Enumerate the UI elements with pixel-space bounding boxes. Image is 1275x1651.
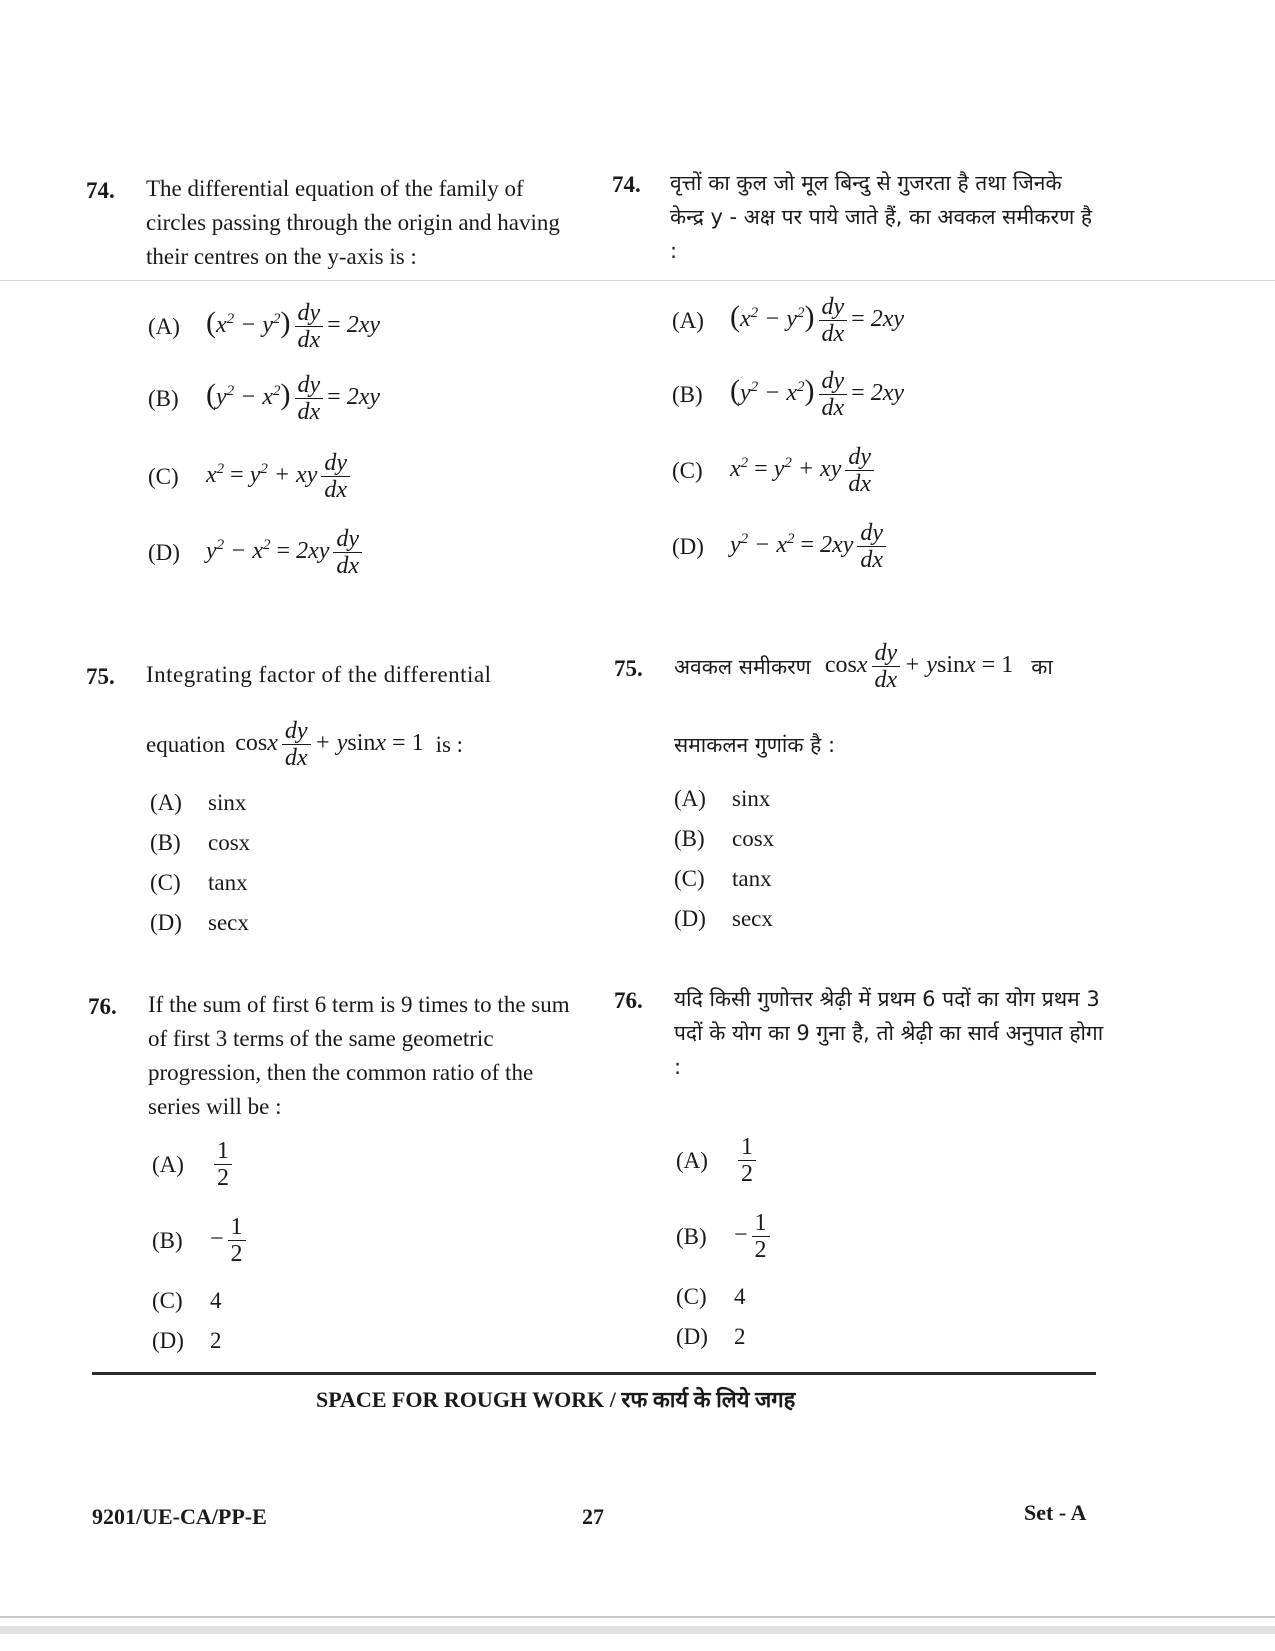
option-math: $(x^2 - y^2)$ $\frac{dy}{dx}$ = 2xy (730, 294, 905, 347)
q74-option-a-en (148, 300, 380, 353)
scan-line (0, 1626, 1275, 1634)
option-label: (A) (676, 1147, 708, 1173)
rough-work-divider (92, 1372, 1096, 1375)
option-label: (C) (150, 870, 181, 895)
option-value: secx (732, 906, 773, 931)
option-label: (A) (674, 786, 706, 811)
option-math: $y^2 - x^2 = 2xy$ $\frac{dy}{dx}$ (206, 526, 366, 579)
q76-question-hi: यदि किसी गुणोत्तर श्रेढ़ी में प्रथम 6 पदों का योग प्रथम 3 पदों के योग का 9 गुना है, तो श्रेढ़ी का सार्व अनुपात होगा : (674, 987, 1104, 1079)
option-label: (A) (150, 790, 182, 815)
option-label: (D) (674, 906, 706, 931)
option-label: (B) (150, 830, 181, 855)
option-value: 2 (210, 1328, 222, 1353)
option-value: tanx (732, 866, 772, 891)
q75-option-c-en (150, 870, 248, 896)
q75-option-c-hi (674, 866, 772, 892)
option-math: − $\frac{1}{2}$ (734, 1210, 774, 1263)
q75-option-b-hi (674, 826, 774, 852)
q75-equation: cosx $\frac{dy}{dx}$ + ysinx = 1 (235, 718, 424, 771)
option-label: (A) (672, 307, 704, 333)
option-value: secx (208, 910, 249, 935)
option-value: sinx (208, 790, 247, 815)
option-label: (C) (152, 1288, 183, 1313)
option-label: (B) (148, 385, 179, 411)
q75-question-hi-line2: समाकलन गुणांक है : (674, 733, 836, 757)
q76-option-a-hi (676, 1134, 760, 1187)
option-label: (C) (672, 457, 703, 483)
q75-question-hi-line1 (674, 640, 1053, 693)
q75-equation-prefix: equation (146, 731, 226, 757)
paper-code: 9201/UE-CA/PP-E (92, 1504, 267, 1529)
q75-option-d-en (150, 910, 249, 936)
q75-equation-suffix: is : (435, 731, 464, 757)
q74-option-b-en (148, 372, 380, 425)
option-math: $\frac{1}{2}$ (210, 1138, 236, 1191)
q75-option-a-hi (674, 786, 770, 812)
option-value: cosx (732, 826, 775, 851)
q76-option-d-hi (676, 1324, 746, 1350)
q76-option-b-hi (676, 1210, 774, 1263)
q75-number-hi: 75. (614, 656, 643, 681)
option-value: 2 (734, 1324, 746, 1349)
q76-option-d-en (152, 1328, 222, 1354)
q74-option-a-hi (672, 294, 904, 347)
option-label: (C) (148, 463, 179, 489)
option-label: (B) (152, 1227, 183, 1253)
q75-number-en: 75. (86, 664, 115, 689)
q74-number-en: 74. (86, 178, 115, 203)
q75-hindi-prefix: अवकल समीकरण (674, 654, 811, 679)
option-math: − $\frac{1}{2}$ (210, 1214, 250, 1267)
q74-question-hi: वृत्तों का कुल जो मूल बिन्दु से गुजरता है तथा जिनके केन्द्र y - अक्ष पर पाये जाते हैं, का अवकल समीकरण है : (670, 171, 1093, 263)
option-math: $(x^2 - y^2)$ $\frac{dy}{dx}$ = 2xy (206, 300, 381, 353)
q74-option-c-en (148, 450, 354, 503)
page-number: 27 (582, 1504, 604, 1529)
option-value: sinx (732, 786, 771, 811)
q76-option-c-hi (676, 1284, 746, 1310)
q74-option-d-en (148, 526, 366, 579)
q75-question-en-line1: Integrating factor of the differential (146, 662, 492, 687)
option-label: (D) (150, 910, 182, 935)
option-math: $x^2 = y^2$ + xy $\frac{dy}{dx}$ (206, 450, 354, 503)
option-value: tanx (208, 870, 248, 895)
option-label: (B) (676, 1223, 707, 1249)
q75-option-b-en (150, 830, 250, 856)
option-value: cosx (208, 830, 251, 855)
option-label: (D) (152, 1328, 184, 1353)
option-math: $(y^2 - x^2)$ $\frac{dy}{dx}$ = 2xy (730, 368, 905, 421)
q75-option-a-en (150, 790, 246, 816)
q74-number-hi: 74. (612, 172, 641, 197)
option-label: (B) (674, 826, 705, 851)
set-label: Set - A (1024, 1500, 1087, 1525)
option-label: (A) (152, 1151, 184, 1177)
q75-hindi-suffix: का (1031, 654, 1053, 679)
option-math: $(y^2 - x^2)$ $\frac{dy}{dx}$ = 2xy (206, 372, 381, 425)
option-label: (D) (676, 1324, 708, 1349)
option-label: (D) (672, 533, 704, 559)
option-label: (C) (676, 1284, 707, 1309)
option-label: (C) (674, 866, 705, 891)
q74-option-d-hi (672, 520, 890, 573)
scan-line (0, 1616, 1275, 1618)
option-label: (A) (148, 313, 180, 339)
q75-hindi-equation: cosx $\frac{dy}{dx}$ + ysinx = 1 (824, 640, 1014, 693)
q75-option-d-hi (674, 906, 773, 932)
scan-line (0, 280, 1275, 281)
q75-question-en-line2 (146, 718, 463, 771)
option-label: (B) (672, 381, 703, 407)
option-math: $x^2 = y^2$ + xy $\frac{dy}{dx}$ (730, 444, 878, 497)
q76-number-hi: 76. (614, 988, 643, 1013)
option-value: 4 (210, 1288, 222, 1313)
q74-question-en: The differential equation of the family of circles passing through the origin and having their centres on the y-axis is : (146, 176, 560, 269)
option-label: (D) (148, 539, 180, 565)
option-math: $y^2 - x^2 = 2xy$ $\frac{dy}{dx}$ (730, 520, 890, 573)
option-math: $\frac{1}{2}$ (734, 1134, 760, 1187)
q76-option-b-en (152, 1214, 250, 1267)
q76-number-en: 76. (88, 994, 117, 1019)
q74-option-b-hi (672, 368, 904, 421)
q74-option-c-hi (672, 444, 878, 497)
q76-option-c-en (152, 1288, 222, 1314)
rough-work-label: SPACE FOR ROUGH WORK / रफ कार्य के लिये जगह (316, 1387, 796, 1412)
q76-question-en: If the sum of first 6 term is 9 times to the sum of first 3 terms of the same geometric progression, then the common ratio of the series will be : (148, 992, 570, 1119)
option-value: 4 (734, 1284, 746, 1309)
q76-option-a-en (152, 1138, 236, 1191)
